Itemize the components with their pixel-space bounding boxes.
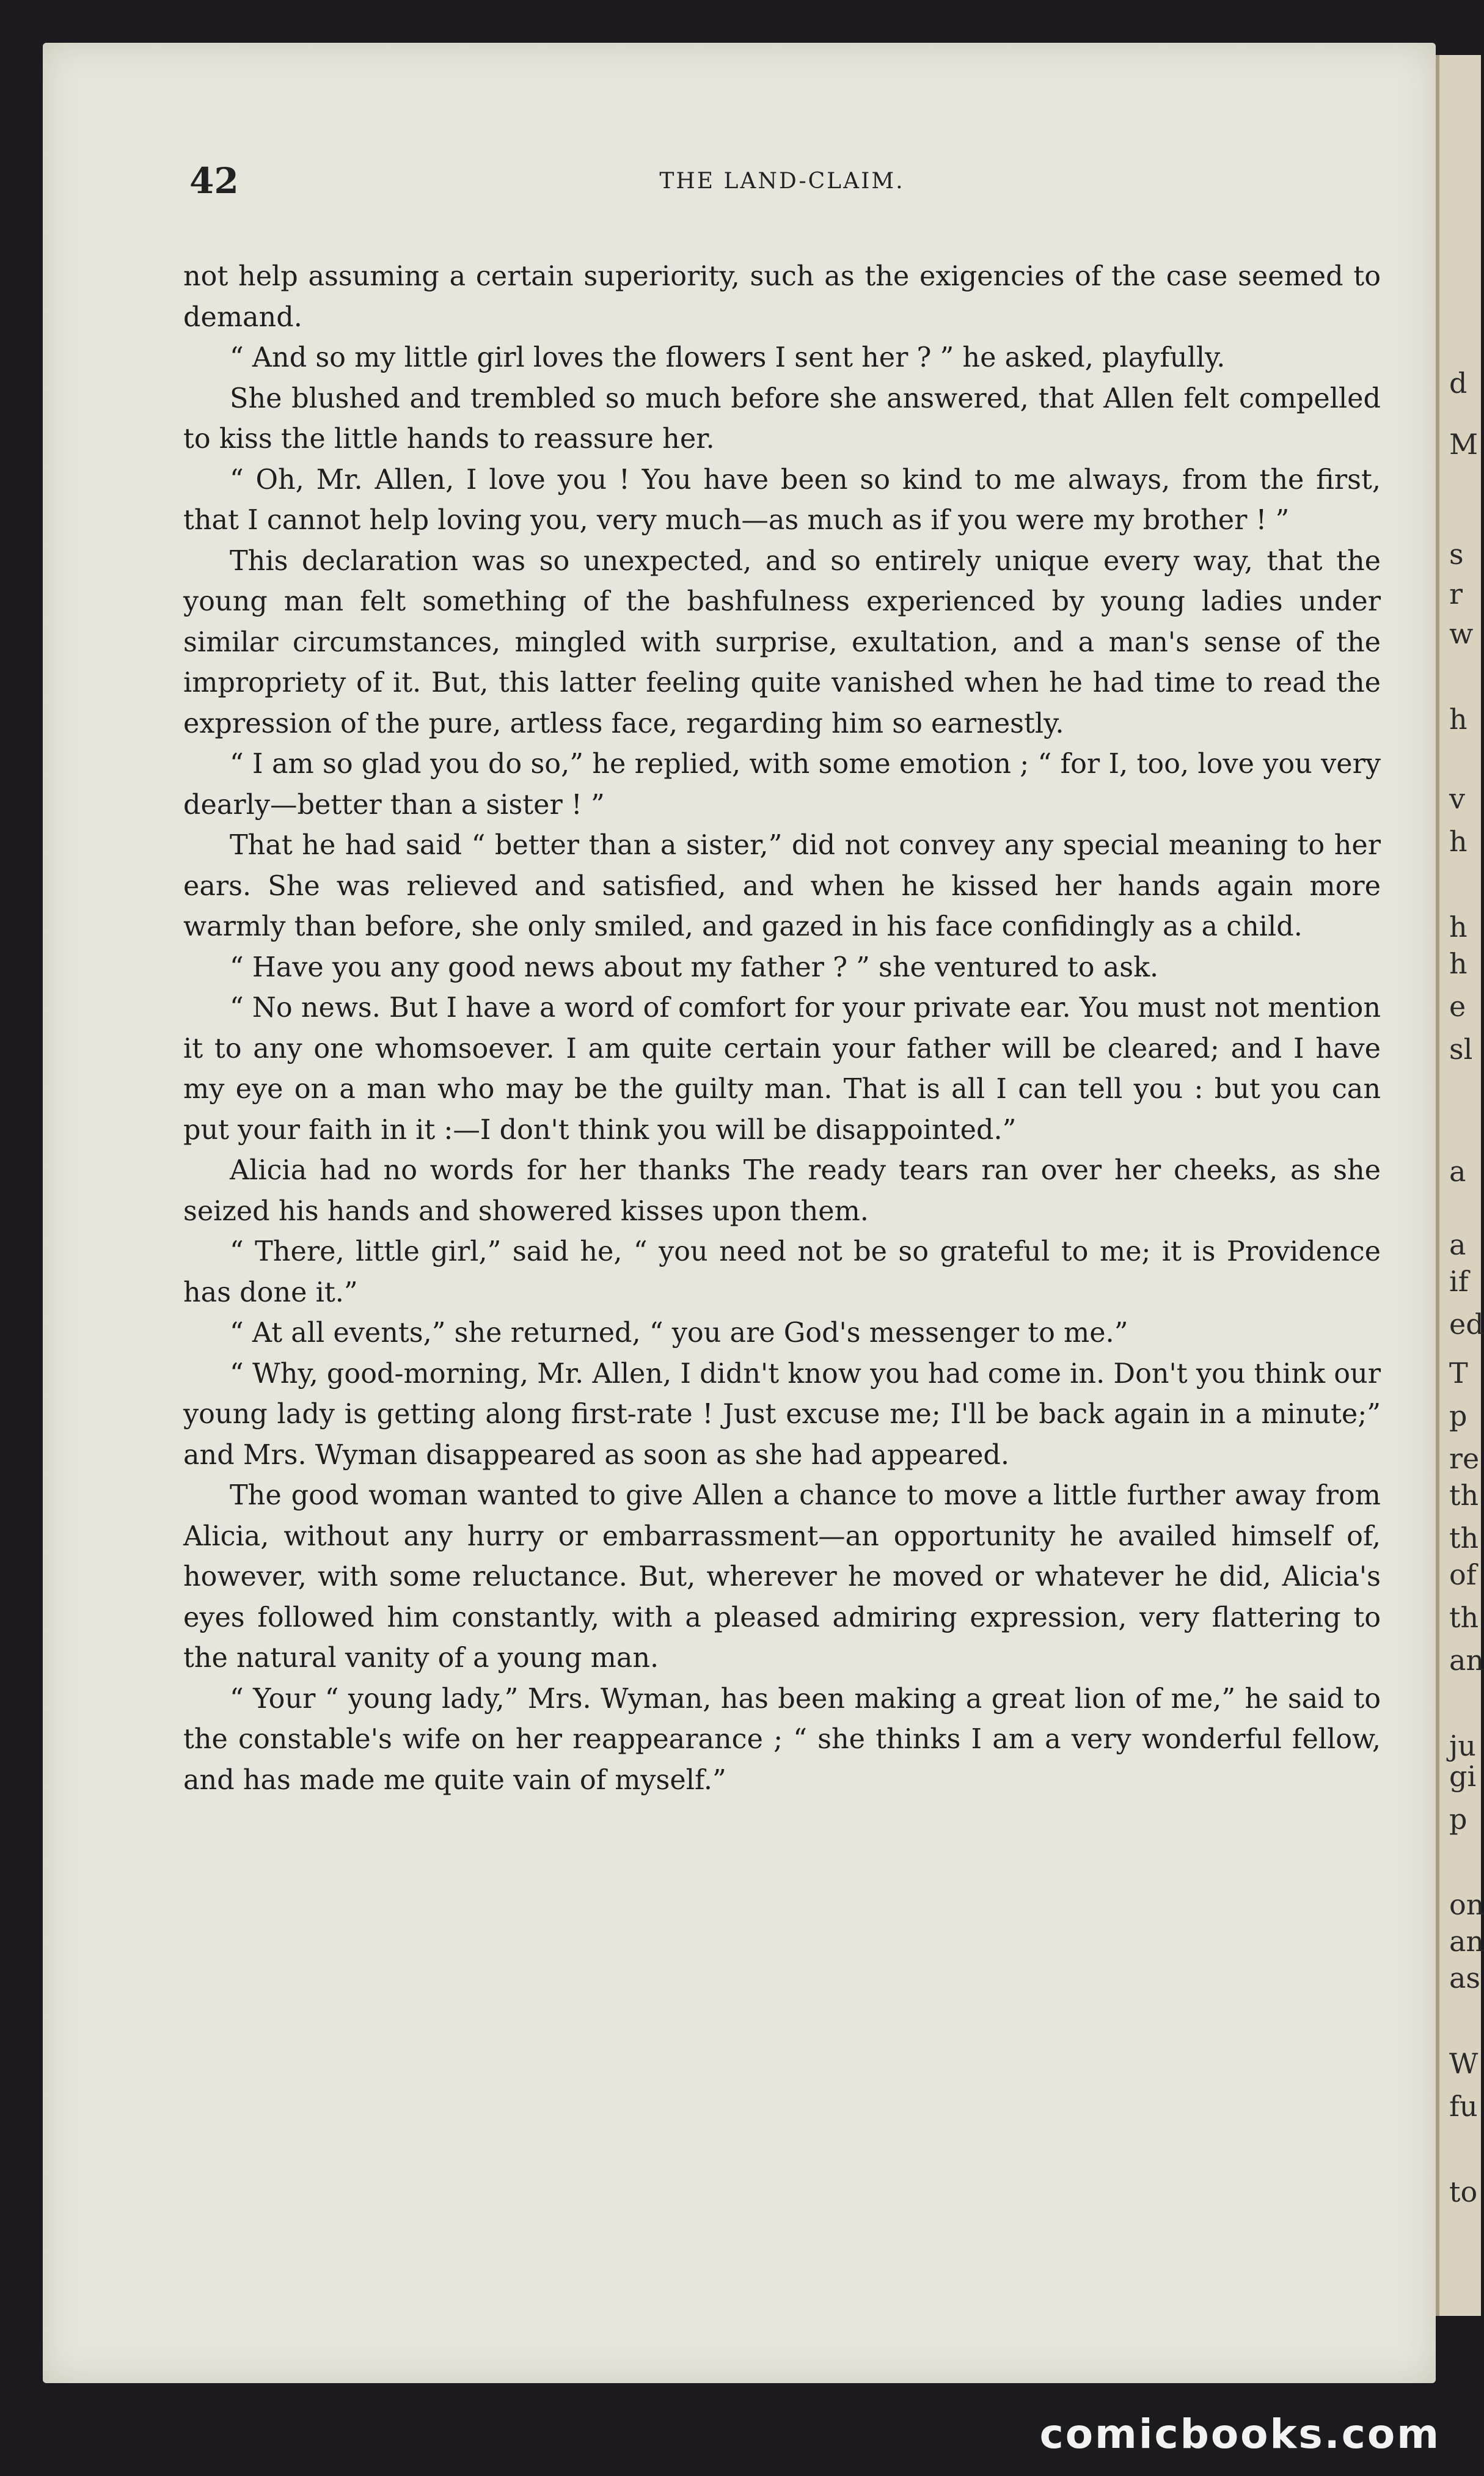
facing-page-fragment: fu [1449,2090,1478,2123]
facing-page-fragment: th [1449,1479,1479,1512]
paragraph: “ And so my little girl loves the flowers I sent her ? ” he asked, playfully. [230,342,1226,373]
facing-page-fragment: r [1449,577,1463,610]
paragraph: Alicia had no words for her thanks The ready tears ran over her cheeks, as she seized his hands and showered kisses upon them. [183,1155,1381,1227]
page-number: 42 [189,160,239,202]
facing-page-fragment: as [1449,1961,1481,1994]
facing-page-fragment: s [1449,538,1464,571]
facing-page-fragment: sl [1449,1033,1473,1066]
facing-page-fragment: h [1449,825,1468,858]
facing-page-fragment: on [1449,1888,1484,1921]
facing-page-fragment: v [1449,782,1465,815]
facing-page-fragment: p [1449,1399,1468,1432]
facing-page-fragment: gi [1449,1760,1477,1793]
paragraph: “ Oh, Mr. Allen, I love you ! You have been so kind to me always, from the first, that I cannot help loving you, very much—as much as if you were my brother ! ” [183,464,1381,536]
facing-page-fragment: h [1449,910,1468,943]
watermark: comicbooks.com [1039,2411,1441,2458]
paragraph: The good woman wanted to give Allen a chance to move a little further away from Alicia, without any hurry or embarrassment—an opportunity he availed himself of, however, with some reluctance. But, wherever he moved or whatever he did, Alicia's eyes followed him constantly, with a pleased admiring expression, very flattering to the natural vanity of a young man. [183,1480,1381,1674]
facing-page-fragment: a [1449,1155,1466,1188]
paragraph: “ No news. But I have a word of comfort for your private ear. You must not mention it to any one whomsoever. I am quite certain your father will be cleared; and I have my eye on a man who may be the guilty man. That is all I can tell you : but you can put your faith in it :—I don't think you will be disappointed.” [183,992,1381,1146]
paragraph: She blushed and trembled so much before she answered, that Allen felt compelled to kiss the little hands to reassure her. [183,383,1381,455]
facing-page-fragment: th [1449,1601,1479,1634]
facing-page-fragment: T [1449,1357,1468,1390]
paragraph: “ There, little girl,” said he, “ you need not be so grateful to me; it is Providence has done it.” [183,1236,1381,1308]
facing-page-fragment: w [1449,617,1474,650]
paragraph: That he had said “ better than a sister,” did not convey any special meaning to her ears. She was relieved and satisfied, and when he kissed her hands again more warmly than before, she only smiled, and gazed in his face confidingly as a child. [183,830,1381,942]
running-head: THE LAND-CLAIM. [659,169,905,194]
facing-page-fragment: h [1449,947,1468,980]
facing-page-fragment: d [1449,367,1468,400]
body-text [183,257,1381,2267]
facing-page-fragment: p [1449,1803,1468,1836]
facing-page-fragment: e [1449,990,1466,1023]
facing-page-fragment: W [1449,2047,1479,2080]
facing-page-fragment: of [1449,1558,1477,1591]
facing-page-fragment: re [1449,1442,1480,1475]
paragraph: “ Why, good-morning, Mr. Allen, I didn't know you had come in. Don't you think our young lady is getting along first-rate ! Just excuse me; I'll be back again in a minute;” and Mrs. Wyman disappeared as soon as she had appeared. [183,1358,1381,1471]
facing-page-fragment: M [1449,428,1479,461]
paragraph: “ Your “ young lady,” Mrs. Wyman, has been making a great lion of me,” he said to the constable's wife on her reappearance ; “ she thinks I am a very wonderful fellow, and has made me quite vain of myself.” [183,1683,1381,1796]
facing-page-fragment: h [1449,703,1468,736]
facing-page-fragment: ed [1449,1308,1484,1341]
facing-page-fragment: an [1449,1644,1484,1677]
facing-page-fragment: ju [1449,1729,1476,1762]
facing-page-fragment: a [1449,1228,1466,1261]
paragraph: This declaration was so unexpected, and so entirely unique every way, that the young man felt something of the bashfulness experienced by young ladies under similar circumstances, mingled with surprise, exultation, and a man's sense of the impropriety of it. But, this latter feeling quite vanished when he had time to read the expression of the pure, artless face, regarding him so earnestly. [183,545,1381,739]
paragraph: not help assuming a certain superiority, such as the exigencies of the case seemed to demand. [183,261,1381,333]
facing-page-fragment: if [1449,1265,1469,1298]
facing-page-fragment: an [1449,1925,1484,1958]
paragraph: “ I am so glad you do so,” he replied, with some emotion ; “ for I, too, love you very dearly—better than a sister ! ” [183,749,1381,821]
page-header [189,160,1375,209]
paragraph: “ At all events,” she returned, “ you are God's messenger to me.” [230,1317,1128,1349]
paragraph: “ Have you any good news about my father ? ” she ventured to ask. [230,951,1159,983]
facing-page-fragment: to [1449,2175,1478,2208]
facing-page-fragment: th [1449,1522,1479,1555]
